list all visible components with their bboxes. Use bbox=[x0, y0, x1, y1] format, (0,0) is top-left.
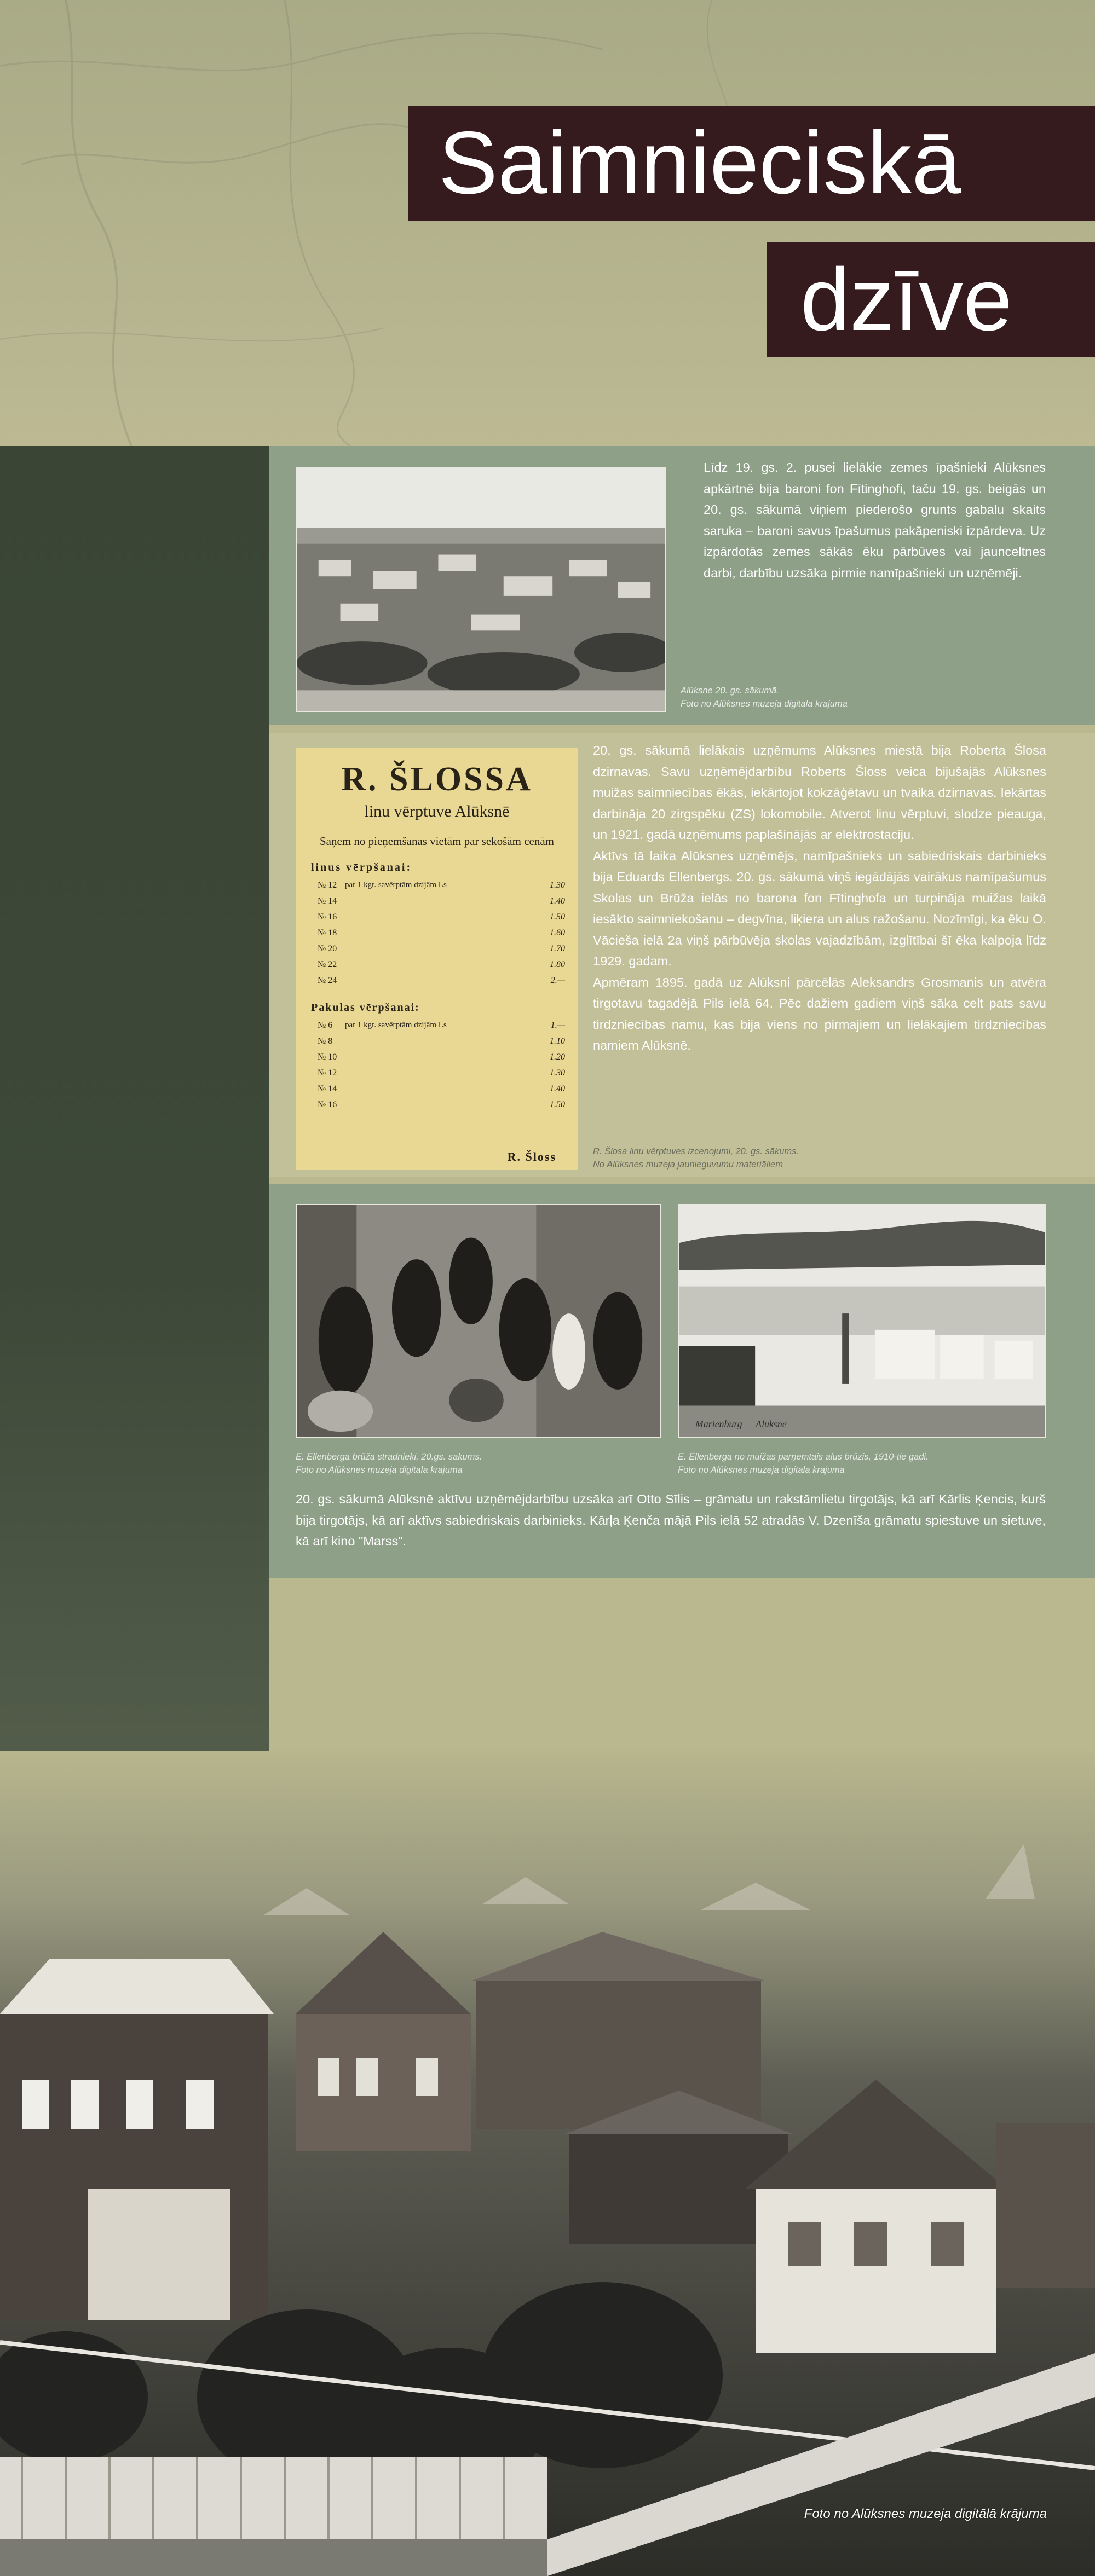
poster-price: 1.30 bbox=[550, 1068, 565, 1078]
section-1-text: Līdz 19. gs. 2. pusei lielākie zemes īpašnieki Alūksnes apkārtnē bija baroni fon Fītinghofi, taču 19. gs. beigās un 20. gs. sākumā viņiem piederošo grunts gabalu skaits saruka – baroni savus īpašumus pakāpeniski izpārdeva. Uz izpārdotās zemes sākās ēku pārbūves vai jaunceltnes darbi, darbību uzsāka pirmie namīpašnieki un uzņēmēji. bbox=[704, 460, 1046, 580]
poster-price-row bbox=[318, 893, 565, 909]
poster-grade: № 12 bbox=[318, 1068, 337, 1078]
poster-price: 1.50 bbox=[550, 912, 565, 922]
page-title-line-2: dzīve bbox=[766, 242, 1095, 357]
poster-grade: № 14 bbox=[318, 896, 337, 906]
section-2-caption bbox=[593, 1145, 976, 1171]
poster-row-description bbox=[345, 1033, 532, 1049]
caption-source: Foto no Alūksnes muzeja digitālā krājuma bbox=[681, 699, 848, 709]
poster-row-description: par 1 kgr. savērptām dzijām Ls bbox=[345, 1021, 447, 1029]
poster-price-row bbox=[318, 1065, 565, 1081]
poster-row-description bbox=[345, 909, 532, 925]
poster-intro: Saņem no pieņemšanas vietām par sekošām cenām bbox=[319, 835, 555, 848]
poster-subtitle: linu vērptuve Alūksnē bbox=[364, 802, 510, 820]
brewery-workers-photo bbox=[296, 1204, 661, 1438]
poster-price-row bbox=[318, 1097, 565, 1113]
section-3-text: 20. gs. sākumā Alūksnē aktīvu uzņēmējdarbību uzsāka arī Otto Sīlis – grāmatu un rakstāmlietu tirgotājs, kā arī Kārlis Ķencis, kurš bija tirgotājs, kā arī aktīvs sabiedriskais darbinieks. Kārļa Ķenča mājā Pils ielā 52 atradās V. Dzenīša grāmatu spiestuve un sietuve, kā arī kino "Marss". bbox=[296, 1492, 1046, 1548]
poster-price: 1.10 bbox=[550, 1037, 565, 1046]
poster-grade: № 20 bbox=[318, 944, 337, 953]
poster-row-description bbox=[345, 957, 532, 972]
poster-price-row bbox=[318, 1049, 565, 1065]
poster-price-row bbox=[318, 877, 565, 893]
poster-row-description bbox=[345, 941, 532, 957]
poster-price: 1.30 bbox=[550, 881, 565, 890]
left-dark-band bbox=[0, 446, 269, 1831]
poster-price-row bbox=[318, 909, 565, 925]
poster-price-row bbox=[318, 972, 565, 988]
poster-price: 1.80 bbox=[550, 960, 565, 969]
poster-row-description bbox=[345, 972, 532, 988]
poster-grade: № 12 bbox=[318, 881, 337, 890]
section-2-paragraph-2: Aktīvs tā laika Alūksnes uzņēmējs, namīpašnieks un sabiedriskais darbinieks bija Eduards Ellenbergs. 20. gs. sākumā viņš iegādājās vairākus namīpašumus Skolas un Brūža ielās no barona fon Fītinghofa un turpināja muižas laikā iesākto saimniekošanu – degvīna, liķiera un alus ražošanu. Nozīmīgi, ka ēku O. Vācieša ielā 2a viņš pārbūvēja skolas vajadzībām, izglītībai šī ēka kalpoja līdz 1929. gadam. bbox=[593, 848, 1046, 968]
poster-grade: № 16 bbox=[318, 912, 337, 922]
poster-price-row bbox=[318, 1081, 565, 1097]
section-3-caption-b bbox=[678, 1450, 1034, 1477]
town-panorama-photo bbox=[0, 1751, 1095, 2576]
poster-section-linen: linus vērpšanai: bbox=[311, 861, 412, 873]
poster-price-row bbox=[318, 925, 565, 941]
poster-price: 1.70 bbox=[550, 944, 565, 953]
brewery-postcard-photo bbox=[678, 1204, 1046, 1438]
caption-line: E. Ellenberga no muižas pārņemtais alus brūzis, 1910-tie gadi. bbox=[678, 1452, 929, 1462]
poster-row-description bbox=[345, 1049, 532, 1065]
poster-row-description bbox=[345, 1097, 532, 1113]
poster-row-description: par 1 kgr. savērptām dzijām Ls bbox=[345, 881, 447, 889]
poster-price: 1.— bbox=[550, 1021, 565, 1030]
poster-row-description bbox=[345, 925, 532, 941]
poster-grade: № 14 bbox=[318, 1084, 337, 1093]
caption-source: Foto no Alūksnes muzeja digitālā krājuma bbox=[296, 1465, 463, 1475]
page-title-line-1: Saimnieciskā bbox=[408, 106, 1095, 221]
map-background-illustration bbox=[0, 0, 1095, 446]
section-2-text bbox=[593, 740, 1046, 1056]
poster-signature: R. Šloss bbox=[507, 1150, 556, 1163]
poster-grade: № 6 bbox=[318, 1021, 333, 1030]
aluksne-town-photo bbox=[296, 467, 666, 712]
postcard-label: Marienburg — Aluksne bbox=[695, 1419, 787, 1430]
poster-row-description bbox=[345, 1081, 532, 1097]
poster-grade: № 24 bbox=[318, 976, 337, 985]
poster-price-row bbox=[318, 1017, 565, 1033]
poster-price-row bbox=[318, 957, 565, 972]
caption-line: E. Ellenberga brūža strādnieki, 20.gs. sākums. bbox=[296, 1452, 482, 1462]
section-2-paragraph-3: Apmēram 1895. gadā uz Alūksni pārcēlās Aleksandrs Grosmanis un atvēra tirgotavu tagadējā Pils ielā 64. Pēc dažiem gadiem viņš sāka celt pats savu tirdzniecības namu, kas bija viens no pirmajiem un lielākajiem tirdzniecības namiem Alūksnē. bbox=[593, 975, 1046, 1052]
section-1-caption bbox=[681, 684, 1009, 710]
poster-row-description bbox=[345, 893, 532, 909]
footer-photo-credit: Foto no Alūksnes muzeja digitālā krājuma bbox=[804, 2506, 1047, 2521]
poster-grade: № 10 bbox=[318, 1052, 337, 1062]
poster-price: 1.20 bbox=[550, 1052, 565, 1062]
caption-source: Foto no Alūksnes muzeja digitālā krājuma bbox=[678, 1465, 845, 1475]
poster-price: 2.— bbox=[550, 976, 565, 985]
section-2-paragraph-1: 20. gs. sākumā lielākais uzņēmums Alūksnes miestā bija Roberta Šlosa dzirnavas. Savu uzņēmējdarbību Roberts Šloss veica bijušajās Alūksnes muižas saimniecības ēkās, iekārtojot kokzāģētavu un tvaika dzirnavas. Iekārtas darbināja 20 zirgspēku (ZS) lokomobile. Atverot linu vērptuvi, slodze pieauga, un 1921. gadā uzņēmums paplašinājās ar elektrostaciju. bbox=[593, 743, 1046, 842]
slossa-price-poster bbox=[296, 748, 578, 1170]
caption-source: No Alūksnes muzeja jaunieguvumu materiāliem bbox=[593, 1160, 783, 1170]
poster-tow-price-table bbox=[296, 1017, 578, 1113]
poster-linen-price-table bbox=[296, 877, 578, 988]
poster-section-tow: Pakulas vērpšanai: bbox=[311, 1002, 420, 1014]
poster-grade: № 18 bbox=[318, 928, 337, 937]
caption-line: R. Šlosa linu vērptuves izcenojumi, 20. gs. sākums. bbox=[593, 1147, 799, 1156]
poster-grade: № 16 bbox=[318, 1100, 337, 1109]
poster-price: 1.50 bbox=[550, 1100, 565, 1109]
caption-line: Alūksne 20. gs. sākumā. bbox=[681, 686, 779, 696]
poster-price-row bbox=[318, 1033, 565, 1049]
poster-price: 1.40 bbox=[550, 1084, 565, 1093]
poster-price: 1.40 bbox=[550, 896, 565, 906]
poster-grade: № 8 bbox=[318, 1037, 333, 1046]
section-3-caption-a bbox=[296, 1450, 652, 1477]
poster-price: 1.60 bbox=[550, 928, 565, 937]
poster-title: R. ŠLOSSA bbox=[341, 761, 533, 798]
poster-row-description bbox=[345, 1065, 532, 1081]
poster-grade: № 22 bbox=[318, 960, 337, 969]
poster-price-row bbox=[318, 941, 565, 957]
